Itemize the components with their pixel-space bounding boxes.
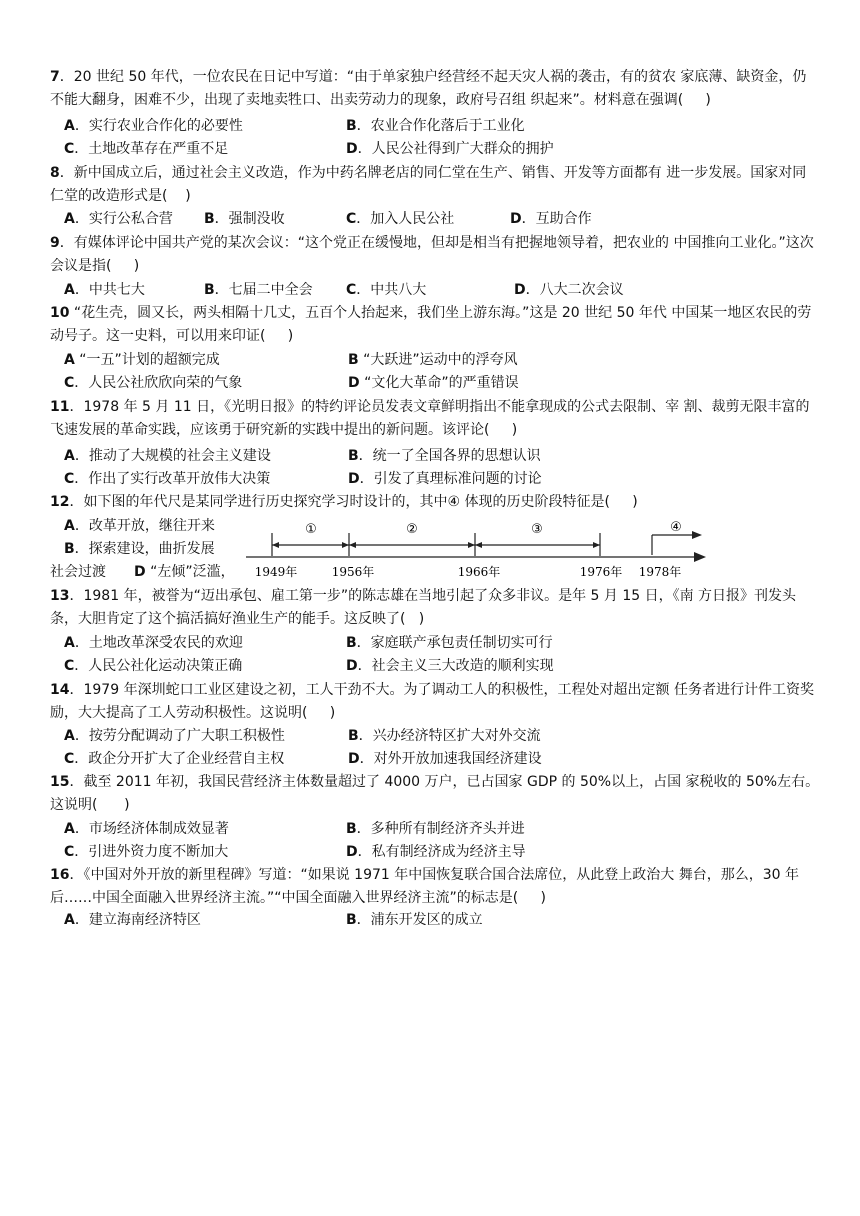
question-9	[50, 232, 820, 278]
question-stem: ．20 世纪 50 年代，一位农民在日记中写道：“由于单家独户经营经不起天灾人祸的袭击，有的贫农 家底薄、缺资金，仍不能大翻身，困难不少，出现了卖地卖牲口、出卖劳动力的现象，政府号召组 织起来”。材料意在强调( )	[50, 69, 807, 108]
option-b[interactable]: B．七届二中全会	[204, 282, 313, 298]
segment-label: ②	[406, 522, 418, 537]
question-stem: ．如下图的年代尺是某同学进行历史探究学习时设计的，其中④ 体现的历史阶段特征是( )	[69, 494, 638, 510]
question-stem: “花生壳，圆又长，两头相隔十几丈，五百个人抬起来，我们坐上游东海。”这是 20 世纪 50 年代 中国某一地区农民的劳动号子。这一史料，可以用来印证( )	[50, 305, 812, 344]
option-c[interactable]: C．人民公社化运动决策正确	[64, 658, 243, 674]
option-c[interactable]: C．加入人民公社	[346, 211, 455, 227]
question-10	[50, 302, 820, 348]
question-14	[50, 679, 820, 725]
option-c[interactable]: C．土地改革存在严重不足	[64, 141, 229, 157]
option-b[interactable]: B．农业合作化落后于工业化	[346, 118, 525, 134]
option-a[interactable]: A．推动了大规模的社会主义建设	[64, 448, 271, 464]
year-label: 1956年	[331, 565, 375, 579]
option-d[interactable]: D “左倾”泛滥，	[134, 564, 235, 580]
option-d[interactable]: D “文化大革命”的严重错误	[348, 375, 519, 391]
option-b[interactable]: B．兴办经济特区扩大对外交流	[348, 728, 541, 744]
option-d[interactable]: D．八大二次会议	[514, 282, 624, 298]
question-12	[50, 491, 820, 514]
question-stem: ．有媒体评论中国共产党的某次会议：“这个党正在缓慢地，但却是相当有把握地领导着，把农业的 中国推向工业化。”这次会议是指( )	[50, 235, 814, 274]
question-number: 10	[50, 305, 70, 321]
option-d[interactable]: D．互助合作	[510, 211, 592, 227]
segment-label: ③	[531, 522, 543, 537]
year-label: 1978年	[638, 565, 682, 579]
year-label: 1949年	[254, 565, 298, 579]
option-a[interactable]: A “一五”计划的超额完成	[64, 352, 220, 368]
segment-label: ①	[305, 522, 317, 537]
question-number: 12	[50, 494, 70, 510]
question-number: 14	[50, 682, 70, 698]
option-b[interactable]: B．多种所有制经济齐头并进	[346, 821, 525, 837]
option-b[interactable]: B．家庭联产承包责任制切实可行	[346, 635, 553, 651]
question-number: 13	[50, 588, 70, 604]
question-stem: ．1979 年深圳蛇口工业区建设之初，工人干劲不大。为了调动工人的积极性，工程处对超出定额 任务者进行计件工资奖励，大大提高了工人劳动积极性。这说明( )	[50, 682, 815, 721]
option-b[interactable]: B．强制没收	[204, 211, 285, 227]
option-d[interactable]: D．对外开放加速我国经济建设	[348, 751, 542, 767]
question-stem: ．《中国对外开放的新里程碑》写道：“如果说 1971 年中国恢复联合国合法席位，从此登上政治大 舞台，那么，30 年后……中国全面融入世界经济主流。”“中国全面融入世界经济主流”的标志是( )	[50, 867, 799, 906]
question-number: 11	[50, 399, 70, 415]
option-b[interactable]: B．统一了全国各界的思想认识	[348, 448, 541, 464]
option-c[interactable]: C．政企分开扩大了企业经营自主权	[64, 751, 285, 767]
option-b[interactable]: B．探索建设，曲折发展	[64, 541, 215, 557]
option-d[interactable]: D．私有制经济成为经济主导	[346, 844, 526, 860]
option-c[interactable]: 社会过渡	[50, 564, 106, 580]
question-stem: ．截至 2011 年初，我国民营经济主体数量超过了 4000 万户，已占国家 GDP 的 50%以上，占国 家税收的 50%左右。这说明( )	[50, 774, 820, 813]
option-b[interactable]: B．浦东开发区的成立	[346, 912, 483, 928]
option-a[interactable]: A．土地改革深受农民的欢迎	[64, 635, 243, 651]
question-11	[50, 396, 820, 442]
question-stem: ．1981 年，被誉为“迈出承包、雇工第一步”的陈志雄在当地引起了众多非议。是年 5 月 15 日，《南 方日报》刊发头条，大胆肯定了这个搞活搞好渔业生产的能手。这反映了( )	[50, 588, 797, 627]
segment-label: ④	[670, 520, 682, 535]
option-a[interactable]: A．改革开放，继往开来	[64, 518, 215, 534]
question-stem: ．1978 年 5 月 11 日，《光明日报》的特约评论员发表文章鲜明指出不能拿现成的公式去限制、宰 割、裁剪无限丰富的飞速发展的革命实践，应该勇于研究新的实践中提出的新问题。该评论( )	[50, 399, 810, 438]
option-a[interactable]: A．市场经济体制成效显著	[64, 821, 229, 837]
option-c[interactable]: C．中共八大	[346, 282, 427, 298]
option-c[interactable]: C．作出了实行改革开放伟大决策	[64, 471, 271, 487]
question-stem: ．新中国成立后，通过社会主义改造，作为中药名牌老店的同仁堂在生产、销售、开发等方面都有 进一步发展。国家对同仁堂的改造形式是( )	[50, 165, 807, 204]
option-a[interactable]: A．按劳分配调动了广大职工积极性	[64, 728, 285, 744]
question-8	[50, 162, 820, 208]
timeline-figure	[236, 519, 706, 581]
question-number: 8	[50, 165, 60, 181]
year-label: 1976年	[579, 565, 623, 579]
question-13	[50, 585, 820, 631]
question-15	[50, 771, 820, 817]
option-a[interactable]: A．实行农业合作化的必要性	[64, 118, 243, 134]
option-a[interactable]: A．实行公私合营	[64, 211, 173, 227]
option-c[interactable]: C．人民公社欣欣向荣的气象	[64, 375, 243, 391]
option-d[interactable]: D．社会主义三大改造的顺利实现	[346, 658, 554, 674]
option-d[interactable]: D．引发了真理标准问题的讨论	[348, 471, 542, 487]
option-a[interactable]: A．中共七大	[64, 282, 145, 298]
option-b[interactable]: B “大跃进”运动中的浮夸风	[348, 352, 518, 368]
question-number: 9	[50, 235, 60, 251]
question-number: 16	[50, 867, 70, 883]
question-number: 7	[50, 69, 60, 85]
option-a[interactable]: A．建立海南经济特区	[64, 912, 201, 928]
question-number: 15	[50, 774, 70, 790]
option-c[interactable]: C．引进外资力度不断加大	[64, 844, 229, 860]
question-16	[50, 864, 820, 910]
option-d[interactable]: D．人民公社得到广大群众的拥护	[346, 141, 554, 157]
year-label: 1966年	[457, 565, 501, 579]
question-7	[50, 66, 820, 112]
